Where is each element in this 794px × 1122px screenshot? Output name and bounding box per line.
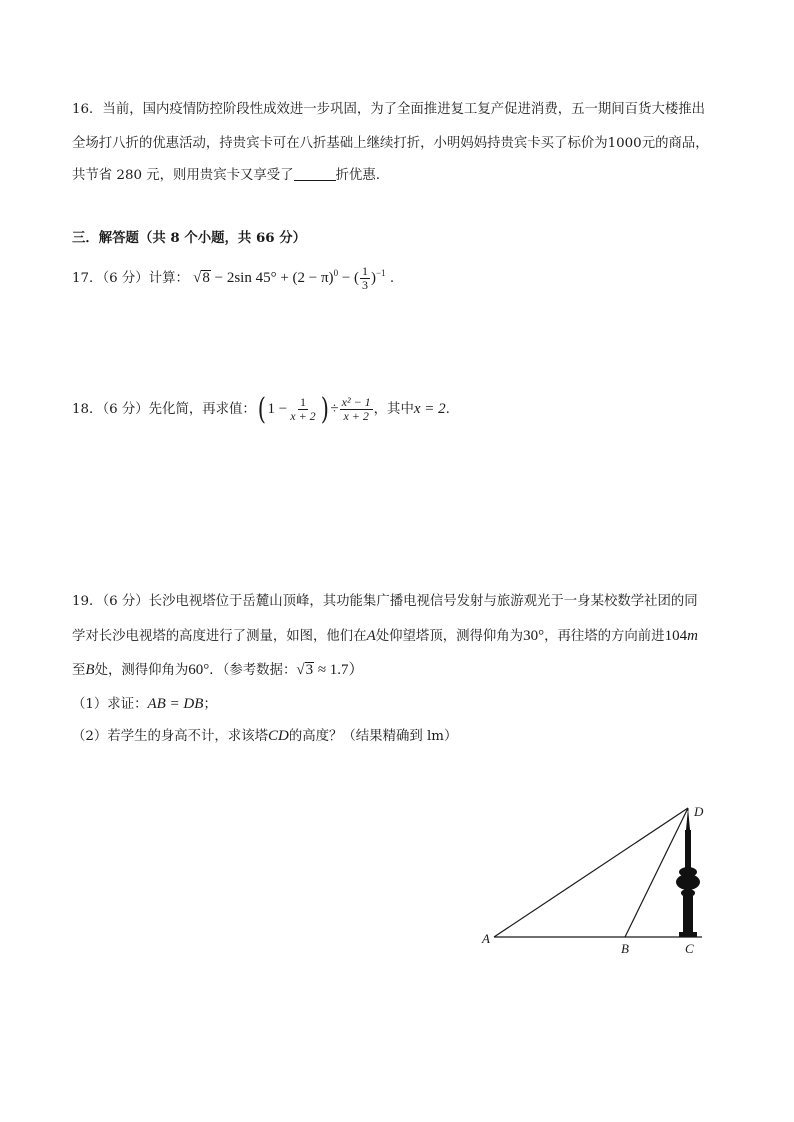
q16-line-3-end: 折优惠. — [335, 168, 380, 183]
q18-f1-num: 1 — [299, 395, 306, 409]
q18-fraction-2 — [340, 396, 373, 423]
q19-part-2-pre: （2）若学生的身高不计，求该塔 — [72, 729, 268, 744]
label-a: A — [482, 931, 490, 946]
q19-part-2-post: 的高度？（结果精确到 lm） — [288, 729, 458, 744]
q18-fraction-1 — [288, 396, 317, 423]
q19-point-a: A — [366, 628, 376, 644]
q17-term3-close: ) — [371, 270, 377, 286]
q18 — [72, 392, 450, 427]
q16-line-1: 16．当前，国内疫情防控阶段性成效进一步巩固，为了全面推进复工复产促进消费，五一期间百货大楼推出 — [72, 102, 706, 117]
q19-part-1 — [72, 694, 217, 715]
q17-exp0: 0 — [333, 268, 339, 278]
q19-line-3 — [72, 660, 364, 681]
q19-part-1-end: ； — [203, 697, 217, 712]
q19-line-3-a: 至 — [72, 663, 86, 678]
q19-part-1-eq: AB = DB — [147, 696, 204, 712]
left-paren: ( — [257, 391, 266, 427]
answer-blank — [294, 166, 336, 181]
tower-figure — [470, 790, 730, 970]
q17-radicand: 8 — [202, 270, 210, 286]
q18-divide: ÷ — [330, 401, 339, 417]
q17-prefix: 17．（6 分）计算： — [72, 271, 189, 286]
q19-part-2-cd: CD — [268, 728, 289, 744]
line-ad — [494, 808, 688, 937]
q19-line-1: 19．（6 分）长沙电视塔位于岳麓山顶峰，其功能集广播电视信号发射与旅游观光于一身某校数学社团的同 — [72, 594, 698, 609]
label-b: B — [621, 941, 629, 956]
q19-sqrt-radicand: 3 — [305, 662, 314, 678]
q18-f2-num: x² − 1 — [341, 395, 371, 409]
q19-unit: m — [687, 628, 698, 644]
section-heading: 三．解答题（共 8 个小题，共 66 分） — [72, 230, 307, 246]
q18-one-minus: 1 − — [267, 401, 288, 417]
q19-distance: 104 — [664, 628, 688, 644]
q18-suffix: ，其中 — [373, 402, 414, 417]
q17 — [72, 258, 394, 294]
q17-term3: − ( — [338, 270, 360, 286]
q19-approx: ≈ 1.7） — [314, 662, 364, 678]
q17-exp-neg1: −1 — [376, 268, 386, 278]
q16-line-3-text: 共节省 280 元，则用贵宾卡又享受了 — [72, 168, 294, 183]
tv-tower-icon — [676, 808, 700, 937]
q17-end: . — [389, 271, 395, 286]
q19-point-b: B — [85, 662, 95, 678]
q18-f1-den: x + 2 — [290, 409, 316, 423]
q16-line-3 — [72, 166, 380, 186]
q19-line-3-c: ．（参考数据： — [209, 663, 297, 678]
q19-line-2-c: ，再往塔的方向前进 — [544, 629, 665, 644]
q19-line-2-a: 学对长沙电视塔的高度进行了测量，如图，他们在 — [72, 629, 367, 644]
q19-part-1-pre: （1）求证： — [72, 697, 148, 712]
q18-condition: x = 2 — [413, 401, 446, 417]
q19-part-2 — [72, 726, 457, 747]
q19-angle-30: 30° — [523, 628, 545, 644]
q19-line-3-b: 处，测得仰角为 — [94, 663, 189, 678]
q19-angle-60: 60° — [188, 662, 210, 678]
q18-prefix: 18．（6 分）先化简，再求值： — [72, 402, 256, 417]
label-c: C — [685, 941, 694, 956]
line-bd — [625, 808, 688, 937]
q16-line-2: 全场打八折的优惠活动，持贵宾卡可在八折基础上继续打折，小明妈妈持贵宾卡买了标价为1000元的商品， — [72, 136, 709, 151]
label-d: D — [694, 804, 704, 819]
q18-f2-den: x + 2 — [343, 409, 369, 423]
q19-line-2-b: 处仰望塔顶，测得仰角为 — [375, 629, 524, 644]
q18-end: . — [445, 402, 450, 417]
q19-sqrt: √3 — [296, 662, 314, 678]
q17-frac-num: 1 — [362, 264, 369, 279]
q17-frac-den: 3 — [362, 278, 369, 293]
q17-expression: √8 − 2sin $45^\circ + (2 - \pi)^0$ − ( $\frac{1}{3}$ )$^{-1}$ — [193, 264, 386, 293]
q19-line-2 — [72, 626, 698, 647]
q17-fraction — [360, 265, 370, 292]
q17-term2: − 2sin 45° + (2 − π) — [210, 270, 334, 286]
right-paren: ) — [320, 391, 329, 427]
